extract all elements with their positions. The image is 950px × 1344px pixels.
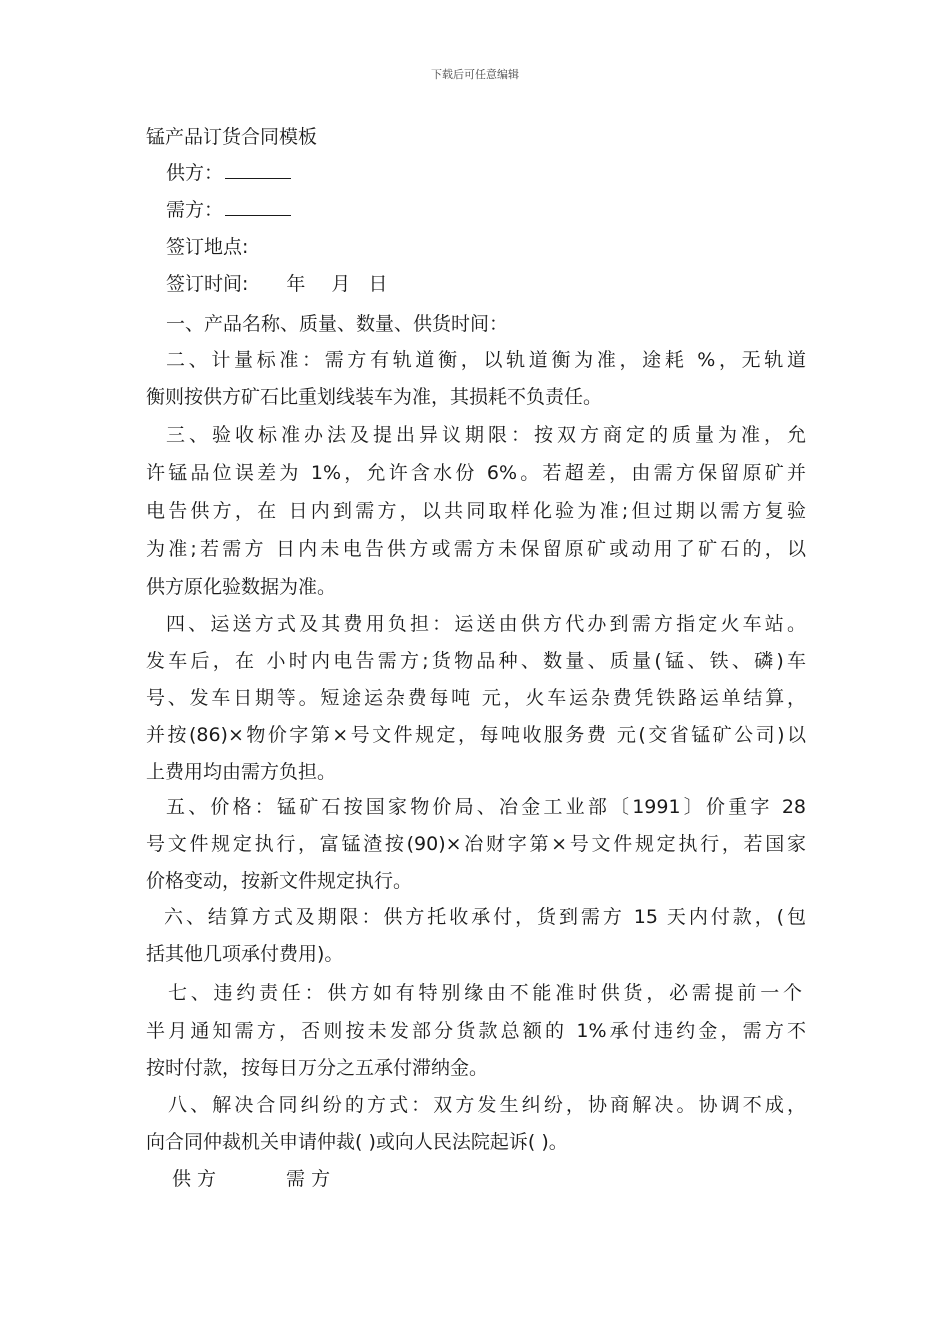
clause-4-line-5: 上费用均由需方负担。	[146, 761, 337, 783]
clause-3-line-3: 电告供方，在 日内到需方，以共同取样化验为准;但过期以需方复验	[146, 500, 806, 522]
time-month: 月	[331, 273, 351, 295]
clause-2-line-2: 衡则按供方矿石比重划线装车为准，其损耗不负责任。	[146, 386, 603, 408]
buyer-label: 需方：	[166, 199, 224, 221]
buyer-blank	[225, 199, 291, 216]
clause-4-line-1: 四、运送方式及其费用负担：运送由供方代办到需方指定火车站。	[166, 613, 806, 635]
clause-6-line-2: 括其他几项承付费用)。	[146, 943, 344, 965]
clause-8-line-2: 向合同仲裁机关申请仲裁( )或向人民法院起诉( )。	[146, 1131, 568, 1153]
buyer-field	[166, 199, 291, 221]
clause-4-line-3: 号、发车日期等。短途运杂费每吨 元，火车运杂费凭铁路运单结算，	[146, 687, 806, 709]
time-day: 日	[368, 273, 388, 295]
clause-7-line-1: 七、违约责任：供方如有特别缘由不能准时供货，必需提前一个	[168, 982, 802, 1004]
supplier-blank	[225, 162, 291, 179]
clause-5-line-2: 号文件规定执行，富锰渣按(90)×冶财字第×号文件规定执行，若国家	[146, 833, 806, 855]
clause-2-line-1: 二、计量标准：需方有轨道衡，以轨道衡为准，途耗 %，无轨道	[166, 349, 806, 371]
clause-7-line-2: 半月通知需方，否则按未发部分货款总额的 1%承付违约金，需方不	[146, 1020, 806, 1042]
clause-6-line-1: 六、结算方式及期限：供方托收承付，货到需方 15 天内付款，(包	[164, 906, 806, 928]
clause-7-line-3: 按时付款，按每日万分之五承付滞纳金。	[146, 1057, 489, 1079]
time-field	[166, 273, 387, 295]
signature-buyer: 需 方	[286, 1168, 331, 1190]
signature-row	[172, 1168, 330, 1190]
signature-supplier: 供 方	[172, 1168, 217, 1190]
clause-4-line-2: 发车后，在 小时内电告需方;货物品种、数量、质量(锰、铁、磷)车	[146, 650, 806, 672]
clause-5-line-3: 价格变动，按新文件规定执行。	[146, 870, 413, 892]
clause-3-line-2: 许锰品位误差为 1%，允许含水份 6%。若超差，由需方保留原矿并	[146, 462, 806, 484]
clause-5-line-1: 五、价格：锰矿石按国家物价局、冶金工业部〔1991〕价重字 28	[166, 796, 806, 818]
document-title: 锰产品订货合同模板	[146, 126, 318, 148]
supplier-label: 供方：	[166, 162, 224, 184]
supplier-field	[166, 162, 291, 184]
place-field: 签订地点:	[166, 236, 249, 258]
clause-3-line-5: 供方原化验数据为准。	[146, 576, 337, 598]
clause-8-line-1: 八、解决合同纠纷的方式：双方发生纠纷，协商解决。协调不成，	[168, 1094, 806, 1116]
time-label: 签订时间:	[166, 273, 249, 295]
time-year: 年	[286, 273, 306, 295]
page-header: 下载后可任意编辑	[431, 68, 519, 81]
clause-3-line-1: 三、验收标准办法及提出异议期限：按双方商定的质量为准，允	[166, 424, 806, 446]
clause-3-line-4: 为准;若需方 日内未电告供方或需方未保留原矿或动用了矿石的，以	[146, 538, 806, 560]
clause-4-line-4: 并按(86)×物价字第×号文件规定，每吨收服务费 元(交省锰矿公司)以	[146, 724, 806, 746]
clause-1-line-1: 一、产品名称、质量、数量、供货时间：	[166, 313, 509, 335]
